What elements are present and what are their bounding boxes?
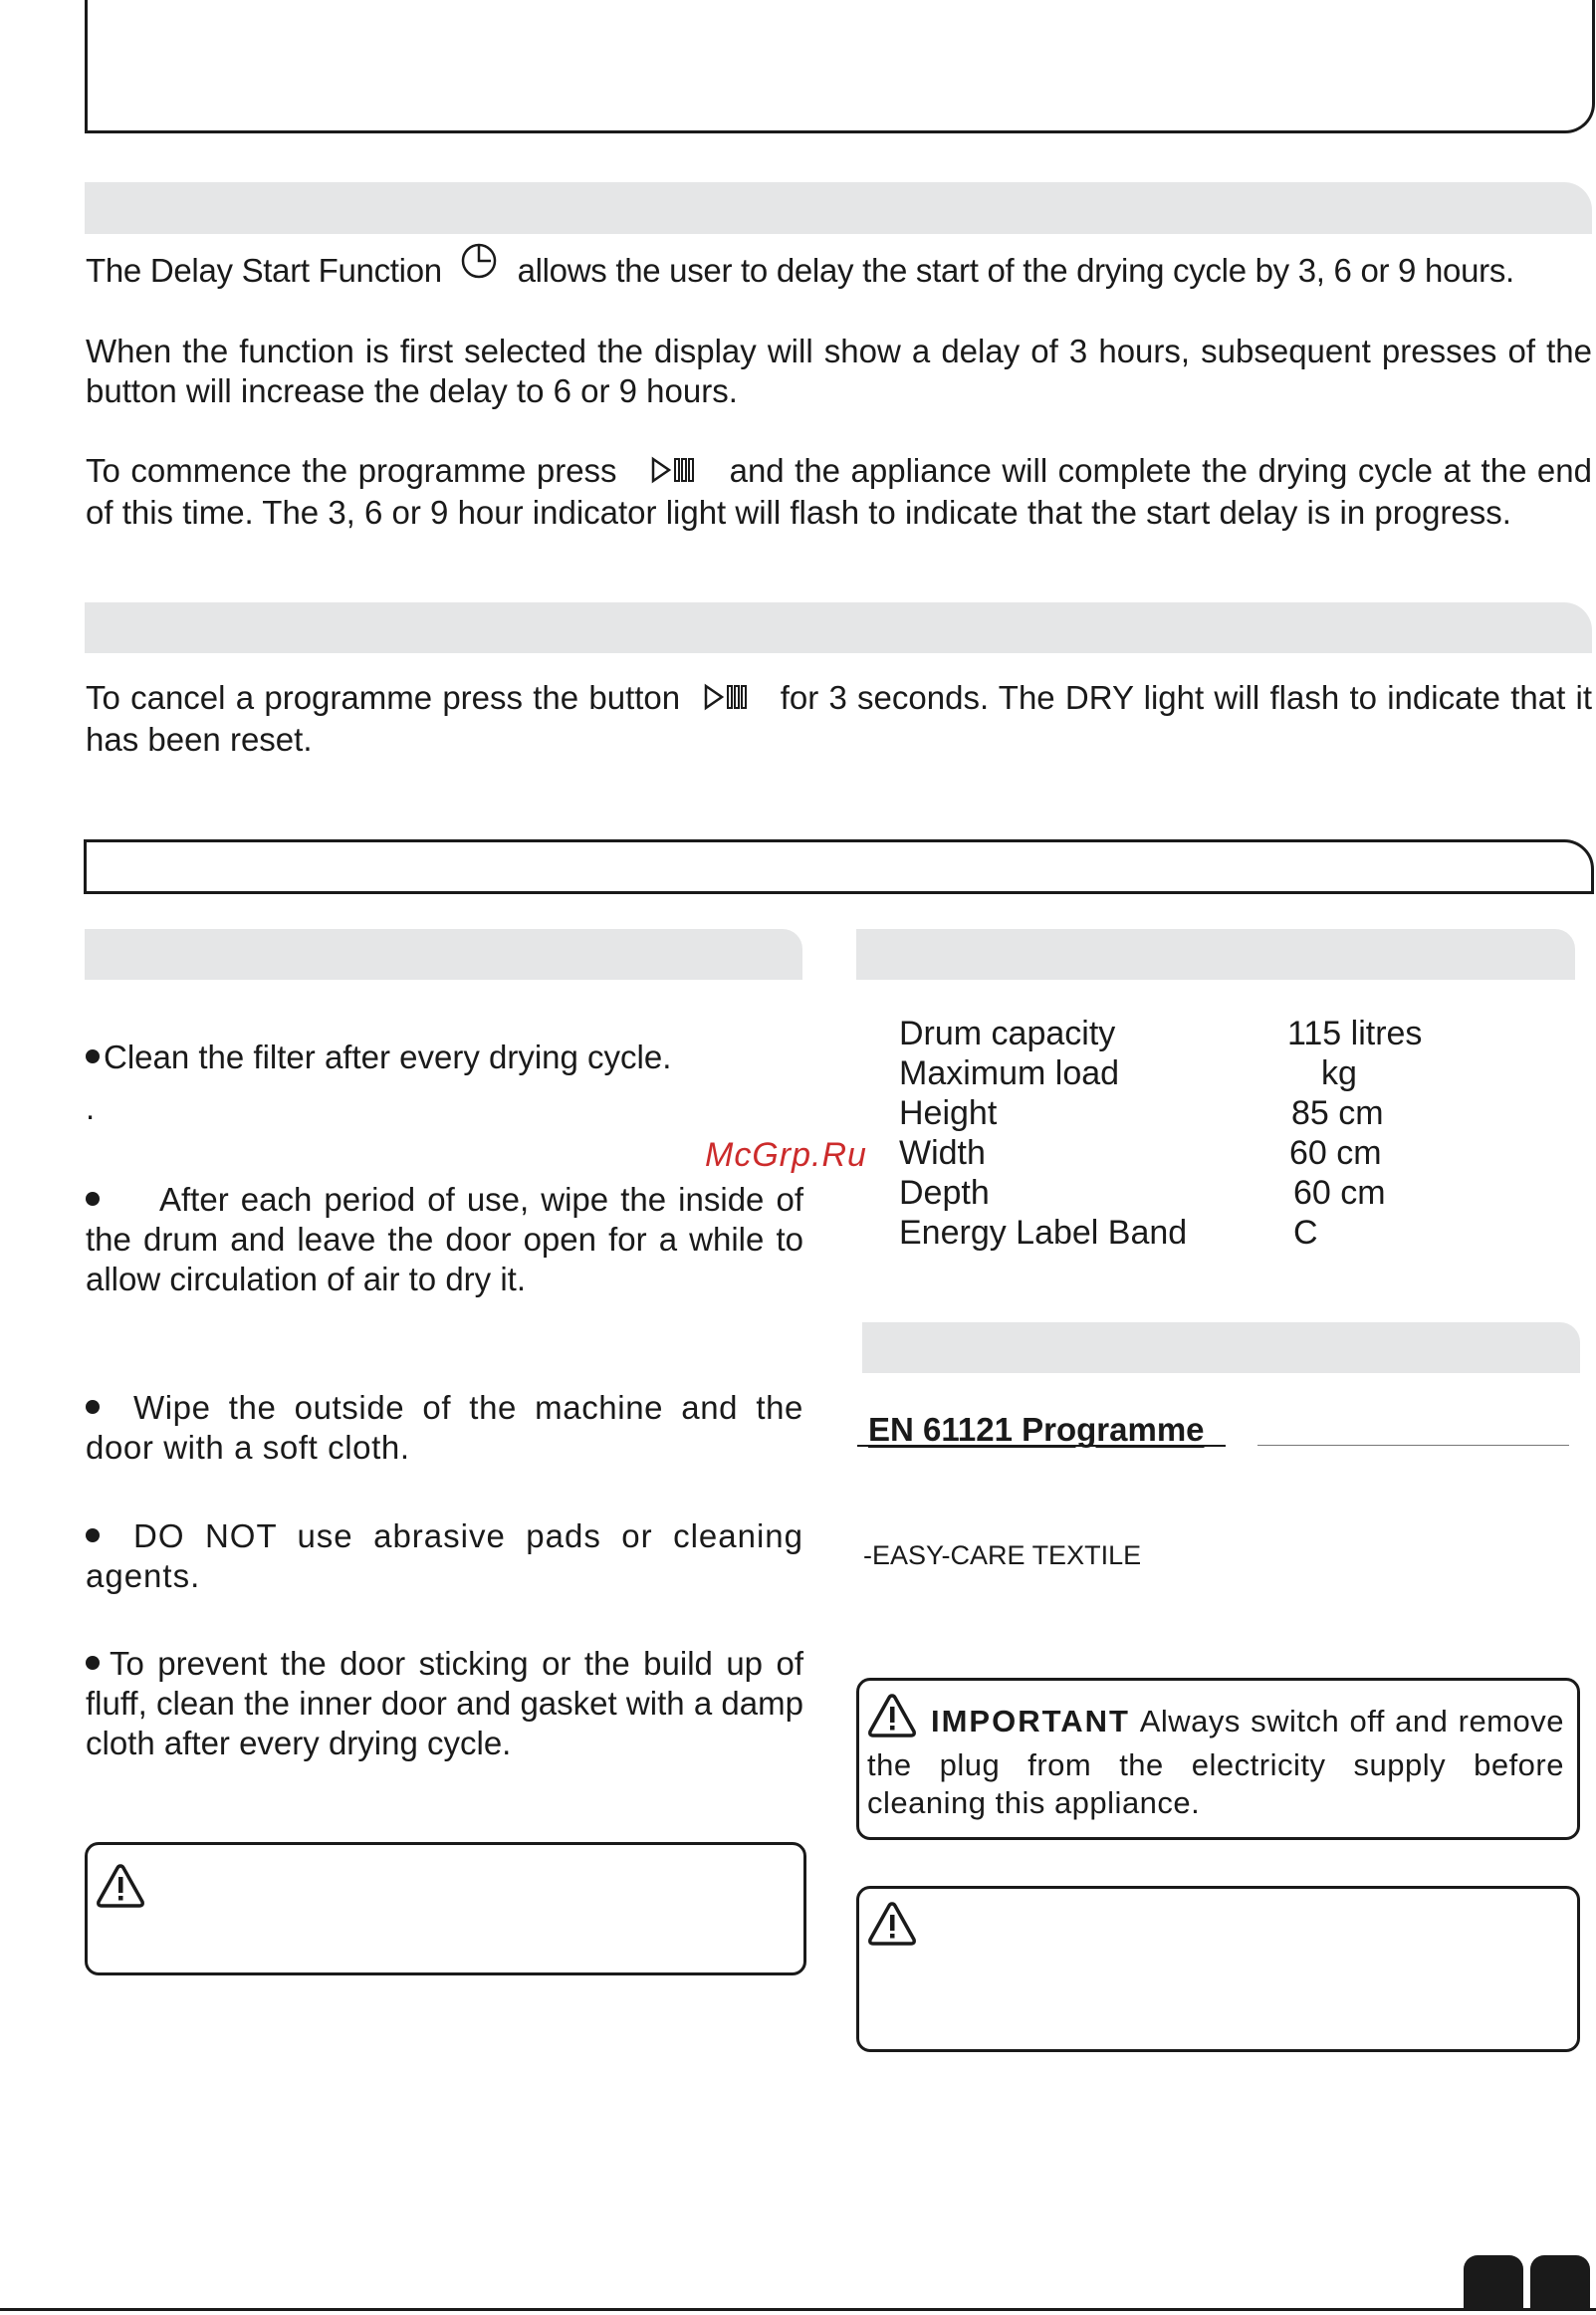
spec-value: C [1293, 1214, 1318, 1252]
cancel-paragraph [86, 678, 1592, 760]
spec-label: Depth [899, 1174, 990, 1212]
spec-label: Drum capacity [899, 1015, 1116, 1052]
bullet-icon [86, 1528, 100, 1542]
bullet-icon [86, 1400, 100, 1414]
cleaning-item-2 [86, 1180, 803, 1299]
spec-label: Width [899, 1134, 986, 1172]
important-text [867, 1701, 1564, 1822]
bullet-icon [86, 1192, 100, 1206]
page-tab-right [1530, 2255, 1590, 2309]
section-band-delay-start [85, 182, 1592, 234]
delay-start-para-3 [86, 451, 1592, 533]
page-tab-left [1464, 2255, 1523, 2309]
footer-rule [0, 2308, 1596, 2311]
section-band-cleaning [85, 929, 802, 980]
top-title-box [85, 0, 1595, 133]
spec-value: 60 cm [1293, 1174, 1386, 1212]
warning-box-right [856, 1886, 1580, 2052]
important-body: Always switch off and remove the plug from the electricity supply before cleaning this appliance. [867, 1704, 1564, 1820]
spec-label: Energy Label Band [899, 1214, 1188, 1252]
delay-start-intro [86, 249, 1596, 298]
delay-clock-icon [459, 241, 499, 290]
en-programme-rule [857, 1445, 1226, 1447]
section-title-box [84, 839, 1594, 894]
start-pause-icon [651, 453, 695, 493]
warning-box-left [85, 1842, 806, 1975]
cleaning-item-text: Clean the filter after every drying cycle. [104, 1039, 672, 1075]
delay-start-para-2: When the function is first selected the display will show a delay of 3 hours, subsequent presses of the button will increase the delay to 6 or 9 hours. [86, 333, 1592, 409]
cancel-text-before: To cancel a programme press the button [86, 679, 681, 716]
cleaning-item-4 [86, 1516, 803, 1596]
warning-triangle-icon [96, 1863, 145, 1909]
delay-start-text-after: allows the user to delay the start of the drying cycle by 3, 6 or 9 hours. [517, 252, 1514, 290]
important-label: IMPORTANT [931, 1704, 1130, 1739]
cleaning-dot: . [86, 1089, 96, 1126]
delay-start-text-before: The Delay Start Function [86, 252, 442, 290]
commence-text-before: To commence the programme press [86, 452, 617, 489]
commence-text-after: and the appliance will complete the drying cycle at the end of this time. The 3, 6 or 9 hour indicator light will flash to indicate that the start delay is in progress. [86, 452, 1592, 532]
cleaning-item-text: To prevent the door sticking or the build up of fluff, clean the inner door and gasket with a damp cloth after every drying cycle. [86, 1645, 803, 1761]
cleaning-item-text: DO NOT use abrasive pads or cleaning agents. [86, 1517, 803, 1594]
bullet-icon [86, 1656, 100, 1670]
spec-label: Height [899, 1094, 998, 1132]
cleaning-item-1 [86, 1038, 802, 1077]
warning-triangle-icon [867, 1693, 917, 1738]
section-band-specs [856, 929, 1575, 980]
cancel-text-after: for 3 seconds. The DRY light will flash to indicate that it has been reset. [86, 679, 1593, 759]
cleaning-item-text: Wipe the outside of the machine and the door with a soft cloth. [86, 1389, 803, 1466]
en-programme-item: -EASY-CARE TEXTILE [863, 1540, 1142, 1570]
section-band-cancel [85, 602, 1592, 653]
cleaning-item-text: After each period of use, wipe the inside of the drum and leave the door open for a while to allow circulation of air to dry it. [86, 1181, 803, 1297]
spec-value: kg [1321, 1054, 1357, 1092]
warning-triangle-icon [867, 1901, 917, 1947]
bullet-icon [86, 1049, 100, 1063]
spec-value: 60 cm [1289, 1134, 1382, 1172]
start-pause-icon [704, 680, 748, 720]
watermark: McGrp.Ru [705, 1136, 867, 1174]
en-programme-title: EN 61121 Programme [868, 1411, 1205, 1448]
spec-value: 115 litres [1287, 1015, 1423, 1052]
cleaning-item-3 [86, 1388, 803, 1468]
important-box [856, 1678, 1580, 1840]
en-programme-rule-right [1257, 1445, 1569, 1446]
section-band-en-programme [862, 1322, 1580, 1373]
spec-label: Maximum load [899, 1054, 1120, 1092]
cleaning-item-5 [86, 1644, 803, 1763]
spec-value: 85 cm [1291, 1094, 1384, 1132]
